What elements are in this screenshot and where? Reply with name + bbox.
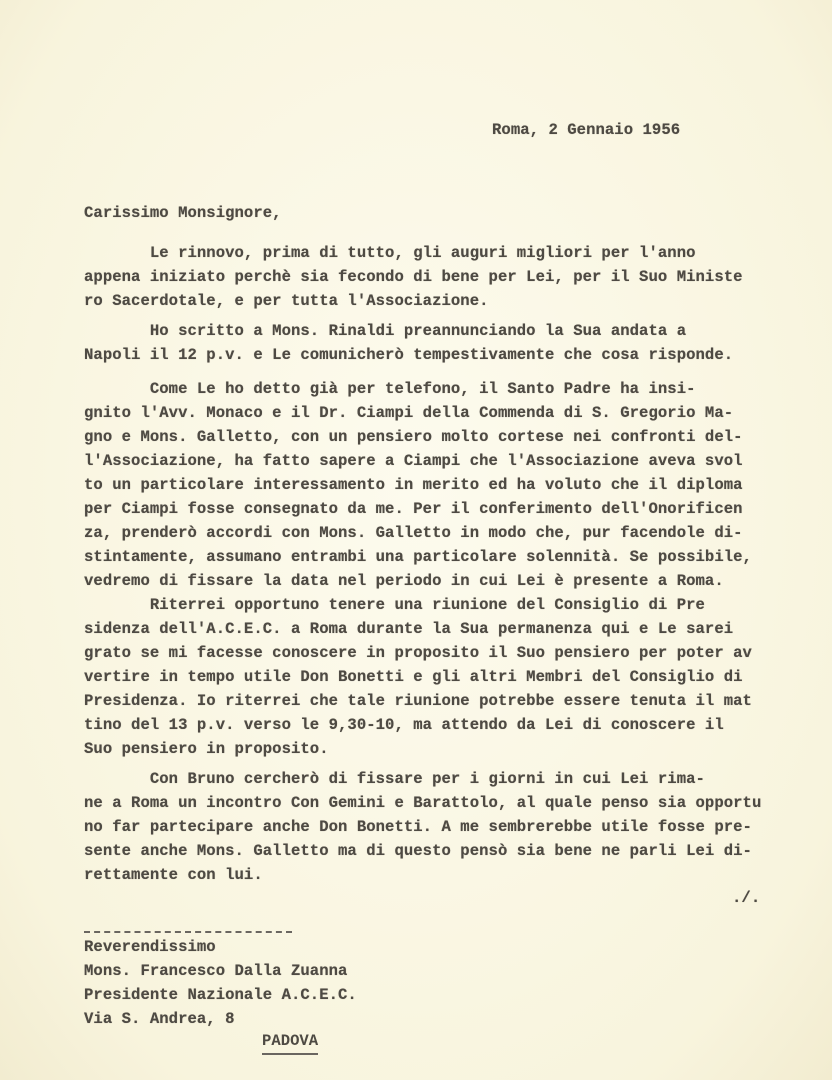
addressee-city-wrap (262, 1031, 318, 1055)
addressee-line: Mons. Francesco Dalla Zuanna (84, 962, 348, 980)
addressee-line: Reverendissimo (84, 938, 216, 956)
body-line: gno e Mons. Galletto, con un pensiero molto cortese nei confronti del- (84, 428, 743, 446)
addressee-city: PADOVA (262, 1031, 318, 1055)
body-line: l'Associazione, ha fatto sapere a Ciampi che l'Associazione aveva svol (84, 452, 743, 470)
body-line: to un particolare interessamento in merito ed ha voluto che il diploma (84, 476, 743, 494)
body-line: vertire in tempo utile Don Bonetti e gli altri Membri del Consiglio di (84, 668, 743, 686)
continuation-mark: ./. (732, 889, 761, 907)
body-line: appena iniziato perchè sia fecondo di bene per Lei, per il Suo Ministe (84, 268, 743, 286)
body-line: gnito l'Avv. Monaco e il Dr. Ciampi della Commenda di S. Gregorio Ma- (84, 404, 734, 422)
body-line: Le rinnovo, prima di tutto, gli auguri migliori per l'anno (84, 244, 696, 262)
body-line: sente anche Mons. Galletto ma di questo pensò sia bene ne parli Lei di- (84, 842, 752, 860)
body-line: per Ciampi fosse consegnato da me. Per il conferimento dell'Onorificen (84, 500, 743, 518)
body-line: Presidenza. Io riterrei che tale riunione potrebbe essere tenuta il mat (84, 692, 752, 710)
body-line: grato se mi facesse conoscere in proposito il Suo pensiero per poter av (84, 644, 752, 662)
body-line: tino del 13 p.v. verso le 9,30-10, ma attendo da Lei di conoscere il (84, 716, 724, 734)
body-line: Ho scritto a Mons. Rinaldi preannunciando la Sua andata a (84, 322, 687, 340)
body-line: no far partecipare anche Don Bonetti. A me sembrerebbe utile fosse pre- (84, 818, 752, 836)
body-line: rettamente con lui. (84, 866, 263, 884)
body-line: sidenza dell'A.C.E.C. a Roma durante la Sua permanenza qui e Le sarei (84, 620, 734, 638)
addressee-line: Presidente Nazionale A.C.E.C. (84, 986, 357, 1004)
body-line: ro Sacerdotale, e per tutta l'Associazione. (84, 292, 489, 310)
body-line: Come Le ho detto già per telefono, il Santo Padre ha insi- (84, 380, 696, 398)
body-line: ne a Roma un incontro Con Gemini e Barattolo, al quale penso sia opportu (84, 794, 762, 812)
signature-rule (84, 931, 292, 933)
body-line: vedremo di fissare la data nel periodo in cui Lei è presente a Roma. (84, 572, 724, 590)
addressee-line: Via S. Andrea, 8 (84, 1010, 235, 1028)
body-line: Riterrei opportuno tenere una riunione del Consiglio di Pre (84, 596, 705, 614)
salutation: Carissimo Monsignore, (84, 204, 282, 222)
body-line: Suo pensiero in proposito. (84, 740, 329, 758)
body-line: Napoli il 12 p.v. e Le comunicherò tempestivamente che cosa risponde. (84, 346, 734, 364)
date-line: Roma, 2 Gennaio 1956 (492, 121, 681, 139)
body-line: za, prenderò accordi con Mons. Galletto in modo che, pur facendole di- (84, 524, 743, 542)
body-line: stintamente, assumano entrambi una particolare solennità. Se possibile, (84, 548, 752, 566)
body-line: Con Bruno cercherò di fissare per i giorni in cui Lei rima- (84, 770, 705, 788)
